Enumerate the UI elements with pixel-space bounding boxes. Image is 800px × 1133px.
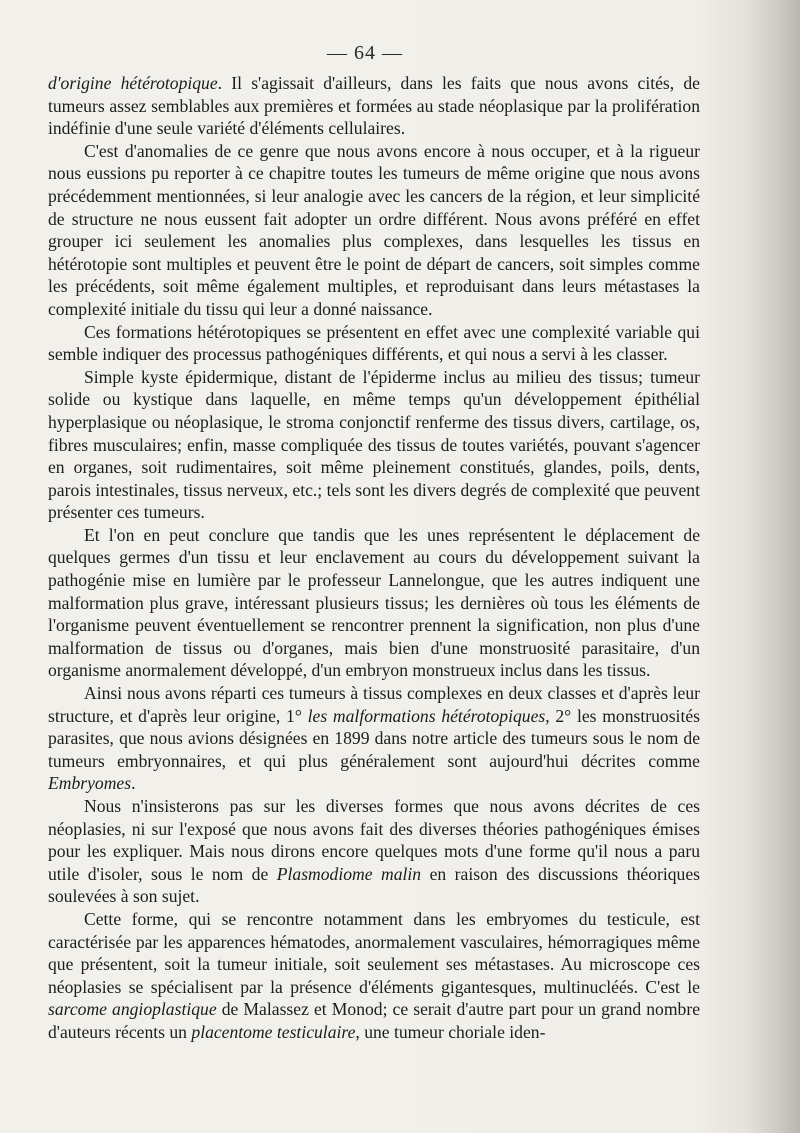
body-text bbox=[48, 72, 700, 1044]
paragraph bbox=[48, 72, 700, 140]
italic-text-run: Plasmodiome malin bbox=[276, 863, 422, 884]
text-run: Et l'on en peut conclure que tandis que les unes représentent le déplacement de quelques germes d'un tissu et leur enclavement au cours du développement suivant la pathogénie mise en lumière par le professeur Lannelongue, que les autres indiquent une malformation plus grave, intéressant plusieurs tissus; les dernières où tous les éléments de l'organisme peuvent éventuellement se rencontrer prennent la signification, non plus d'une malformation de tissus ou d'organes, mais bien d'une monstruosité parasitaire, d'un organisme anormalement développé, d'un embryon monstrueux inclus dans les tissus. bbox=[48, 524, 700, 681]
italic-text-run: d'origine hétérotopique bbox=[48, 73, 218, 93]
text-run: Ces formations hétérotopiques se présentent en effet avec une complexité variable qui semble indiquer des processus pathogéniques différents, et qui nous a servi à les classer. bbox=[48, 321, 700, 365]
italic-text-run: les malformations hétérotopiques bbox=[307, 705, 546, 726]
paragraph bbox=[48, 321, 700, 366]
italic-text-run: sarcome angioplastique bbox=[48, 999, 217, 1020]
text-run: . bbox=[131, 773, 136, 794]
italic-text-run: Embryomes bbox=[48, 773, 132, 794]
paragraph bbox=[48, 140, 700, 321]
text-run: , une tumeur choriale iden- bbox=[355, 1021, 546, 1042]
paragraph bbox=[48, 524, 700, 682]
text-run: . Il s'agissait d'ailleurs, dans les faits que nous avons cités, de tumeurs assez semblables aux premières et formées au stade néoplasique par la prolifération indéfinie d'une seule variété d'éléments cellulaires. bbox=[48, 73, 700, 139]
page-number: — 64 — bbox=[327, 42, 403, 64]
paragraph bbox=[48, 795, 700, 908]
paragraph bbox=[48, 366, 700, 524]
text-run: de Malassez et Monod; ce serait d'autre part pour un grand nombre d'auteurs récents un bbox=[48, 999, 700, 1042]
italic-text-run: placentome testiculaire bbox=[191, 1021, 356, 1042]
text-run: Nous n'insisterons pas sur les diverses formes que nous avons décrites de ces néoplasies, ni sur l'exposé que nous avons fait des diverses théories pathogéniques émises pour les expliquer. Mais nous dirons encore quelques mots d'une forme qu'il nous a paru utile d'isoler, sous le nom de bbox=[48, 796, 700, 884]
text-run: Ainsi nous avons réparti ces tumeurs à tissus complexes en deux classes et d'après leur structure, et d'après leur origine, 1° bbox=[48, 683, 700, 726]
text-run: Simple kyste épidermique, distant de l'épiderme inclus au milieu des tissus; tumeur solide ou kystique dans laquelle, en même temps qu'un développement épithélial hyperplasique ou néoplasique, le stroma conjonctif renferme des tissus divers, cartilage, os, fibres musculaires; enfin, masse compliquée des tissus de toutes variétés, pouvant s'agencer en organes, soit rudimentaires, soit même pleinement constitués, glandes, poils, dents, parois intestinales, tissus nerveux, etc.; tels sont les divers degrés de complexité que peuvent présenter ces tumeurs. bbox=[48, 366, 700, 523]
text-run: , 2° les monstruosités parasites, que nous avions désignées en 1899 dans notre article des tumeurs sous le nom de tumeurs embryonnaires, et qui plus généralement sont aujourd'hui décrites comme bbox=[48, 705, 700, 771]
text-run: C'est d'anomalies de ce genre que nous avons encore à nous occuper, et à la rigueur nous eussions pu reporter à ce chapitre toutes les tumeurs de même origine que nous avons précédemment mentionnées, si leur analogie avec les cancers de la région, et leur simplicité de structure ne nous eussent fait adopter un ordre différent. Nous avons préféré en effet grouper ici seulement les anomalies plus complexes, dans lesquelles les tissus en hétérotopie sont multiples et peuvent être le point de départ de cancers, soit simples comme les précédents, soit même également multiples, et reproduisant dans leurs métastases la complexité initiale du tissu qui leur a donné naissance. bbox=[48, 140, 700, 319]
text-run: en raison des discussions théoriques soulevées à son sujet. bbox=[48, 863, 701, 907]
text-run: Cette forme, qui se rencontre notamment dans les embryomes du testicule, est caractérisée par les apparences hématodes, anormalement vasculaires, hémorragiques même que présentent, soit la tumeur initiale, soit seulement ses métastases. Au microscope ces néoplasies se spécialisent par la présence d'éléments gigantesques, multinucléés. C'est le bbox=[48, 908, 700, 997]
paragraph bbox=[48, 682, 700, 795]
paragraph bbox=[48, 908, 700, 1044]
